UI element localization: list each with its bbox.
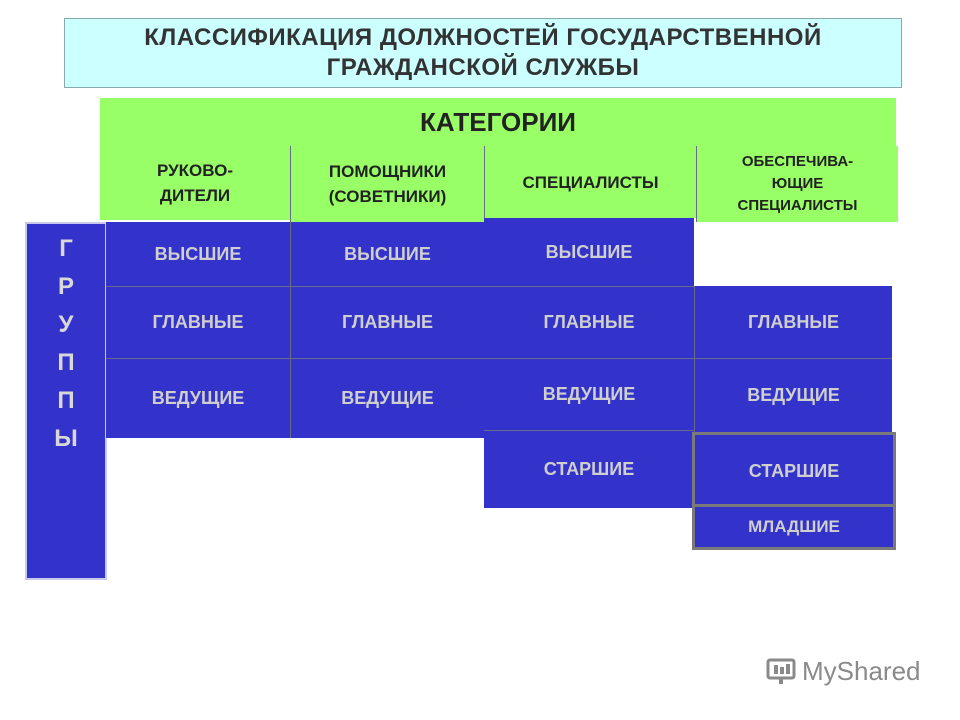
specialists-group-chief: ГЛАВНЫЕ bbox=[484, 286, 694, 358]
heads-group-chief: ГЛАВНЫЕ bbox=[106, 286, 290, 358]
watermark-text: MyShared bbox=[802, 656, 921, 686]
groups-letter: Г bbox=[59, 235, 73, 262]
support-group-leading: ВЕДУЩИЕ bbox=[694, 358, 892, 432]
heads-group-highest: ВЫСШИЕ bbox=[106, 222, 290, 286]
support-group-senior: СТАРШИЕ bbox=[692, 432, 896, 508]
groups-label bbox=[25, 222, 107, 580]
advisers-group-highest: ВЫСШИЕ bbox=[290, 222, 484, 286]
category-heads: РУКОВО- ДИТЕЛИ bbox=[100, 146, 290, 220]
heads-group-leading: ВЕДУЩИЕ bbox=[106, 358, 290, 438]
categories-header: КАТЕГОРИИ bbox=[100, 98, 896, 146]
support-group-junior: МЛАДШИЕ bbox=[692, 504, 896, 550]
watermark-logo bbox=[766, 656, 921, 687]
specialists-group-highest: ВЫСШИЕ bbox=[484, 218, 694, 286]
groups-letter: П bbox=[57, 349, 75, 376]
presentation-icon bbox=[766, 658, 796, 686]
advisers-group-chief: ГЛАВНЫЕ bbox=[290, 286, 484, 358]
groups-letter: Ы bbox=[54, 425, 78, 452]
category-support-specialists: ОБЕСПЕЧИВА- ЮЩИЕ СПЕЦИАЛИСТЫ bbox=[696, 146, 898, 222]
specialists-group-leading: ВЕДУЩИЕ bbox=[484, 358, 694, 430]
category-specialists: СПЕЦИАЛИСТЫ bbox=[484, 146, 696, 218]
groups-letter: У bbox=[58, 311, 74, 338]
category-advisers: ПОМОЩНИКИ (СОВЕТНИКИ) bbox=[290, 146, 484, 222]
advisers-group-leading: ВЕДУЩИЕ bbox=[290, 358, 484, 438]
specialists-group-senior: СТАРШИЕ bbox=[484, 430, 694, 508]
groups-letter: Р bbox=[57, 273, 74, 300]
groups-letter: П bbox=[57, 387, 75, 414]
support-group-chief: ГЛАВНЫЕ bbox=[694, 286, 892, 358]
diagram-title: КЛАССИФИКАЦИЯ ДОЛЖНОСТЕЙ ГОСУДАРСТВЕННОЙ ГРАЖДАНСКОЙ СЛУЖБЫ bbox=[64, 18, 902, 88]
